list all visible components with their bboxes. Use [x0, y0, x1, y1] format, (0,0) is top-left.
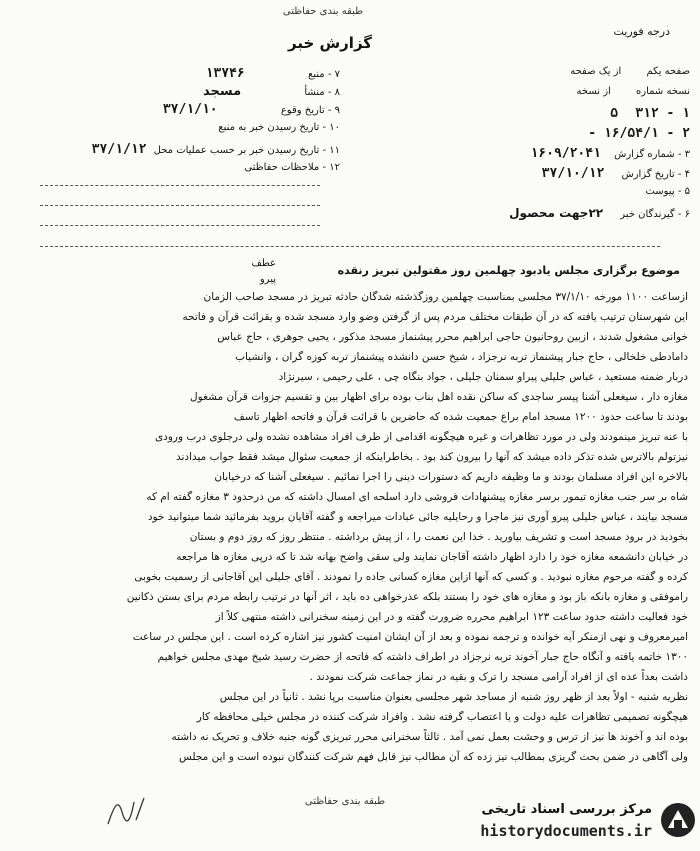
body-line: دامادطی خلخالی ، حاج جبار پیشنماز تربه نرجزاد ، شیخ حسن دانشده پیشنماز تربه کوزه گران ، وانشیاب	[235, 351, 688, 363]
field-label: ۷ - منبع	[307, 69, 340, 80]
field-value: از نسخه	[576, 86, 611, 97]
body-line: شاه بر سر جنب مغازه تیمور برسر مغازه پیشنهادات فروشی دارد اسلحه ای امسال داشته که من درحدود ۳ مغازه گفته ام که	[146, 491, 688, 503]
report-title: گزارش خبر	[287, 34, 373, 52]
field-label: ۶ - گیرندگان خبر	[620, 209, 690, 220]
field-label: ۱۱ - تاریخ رسیدن خبر بر حسب عملیات محل	[153, 145, 340, 156]
body-line: امیرمعروف و نهی ازمنکر آیه خوانده و ترجمه نموده و بعد از آن ایشان امنیت کشور نیز اشاره کرده است . این مجلس در ساعت	[132, 631, 688, 643]
field-value: ۲۲جهت محصول	[509, 206, 604, 220]
field-received-date	[10, 122, 340, 133]
signature	[100, 790, 150, 830]
field-label: صفحه یکم	[646, 66, 690, 77]
body-line: این شهرستان ترتیب یافته که در آن طبقات مختلف مردم پس از گرفتن وضو وارد مسجد شده و بقرائت قرآن و فاتحه	[182, 311, 688, 323]
watermark	[438, 800, 700, 851]
field-value: مسجد	[202, 84, 242, 99]
field-label: ۸ - منشأ	[304, 87, 340, 98]
field-value: ۳۷/۱/۱۲	[91, 142, 147, 157]
subject-line: موضوع برگزاری مجلس یادبود چهلمین روز مقتولین تبریز رنقده	[337, 264, 680, 277]
field-label: ۱ - ۳۱۲	[635, 106, 690, 121]
separator	[40, 205, 320, 206]
body-line: مسجد بیایند ، عباس جلیلی پیرو آوری نیز ماجرا و رحایلیه جائی عبادات میراجعه و گفته آقایان بروید بفرمائید شما میتوانید خود	[147, 511, 688, 523]
archive-url: historydocuments.ir	[480, 822, 652, 840]
field-value: ۳۷/۱/۱۰	[162, 102, 218, 117]
body-line: بخودید در برود مسجد است و تشریف بیاورید . خدا این نعمت را ، از پیش برداشته . منتظر روز که روز دوم و بستان	[189, 531, 688, 543]
separator	[40, 246, 660, 247]
archive-name: مرکز بررسی اسناد تاریخی	[481, 802, 652, 817]
body-line: هیچگونه تصمیمی تظاهرات علیه دولت و یا اعتصاب گرفته نشد . وافراد شرکت کننده در مجلس خیلی محافظه کار	[196, 711, 688, 723]
field-attachment	[360, 186, 690, 197]
field-label: ۴ - تاریخ گزارش	[621, 169, 690, 180]
field-value: ۱۳۷۴۶	[205, 66, 245, 81]
separator	[40, 225, 320, 226]
follow-label: پیرو	[259, 274, 276, 285]
report-body	[12, 292, 688, 777]
urgency-label: درجه فوریت	[613, 25, 670, 38]
separator	[40, 185, 320, 186]
field-label: ۹ - تاریخ وقوع	[280, 105, 340, 116]
body-line: کرده و گفته مرحوم مغازه نبودید . و کسی که آنها ازاین مغازه کسانی جاده را نمودند . آقای جلیلی این آقاجانی از رسمیت بخوبی	[134, 571, 688, 583]
archive-logo-icon	[656, 800, 700, 840]
field-origin	[10, 84, 340, 99]
body-line: دربار ضمنه مستعید ، عباس جلیلی پیراو سمنان جلیلی ، جواد بنگاه چی ، علی رحیمی ، سیرنژاد	[278, 371, 688, 383]
field-label: ۵ - پیوست	[645, 186, 690, 197]
field-value: ۵	[610, 106, 619, 121]
body-line: بودند تا ساعت حدود ۱۲۰۰ مسجد امام براع جمعیت شده که حاضرین با قرائت قرآن و فاتحه اظهار تاسف	[233, 411, 688, 423]
body-line: خوانی مشغول شدند ، ازبین روحانیون حاجی ابراهیم محرر پیشنماز مسجد مذکور ، یحیی جوهری ، حاج عباس	[217, 331, 688, 343]
right-fields	[360, 66, 690, 226]
field-occurrence-date	[10, 102, 340, 117]
field-report-number	[360, 146, 690, 161]
field-value: از یک صفحه	[570, 66, 622, 77]
body-line: بوده اند و آخوند ها نیز از ترس و وحشت بعمل نمی آمد . ثالثاً سخنرانی محرر تبریزی گونه جنبه خلاف و تحریک نه داشته	[171, 731, 688, 743]
body-line: نظریه شنبه - اولاً بعد از ظهر روز شنبه از مساجد شهر مجلسی بعنوان مناسبت برپا نشد . ثانیاً در این مجلس	[219, 691, 688, 703]
field-value: ۳۷/۱۰/۱۲	[541, 166, 605, 181]
field-source	[10, 66, 340, 81]
left-fields	[10, 66, 340, 173]
field-security-notes	[10, 162, 340, 173]
body-line: در خیابان دانشمعه مغازه خود را دارد اظهار داشته آقاجان نمایند ولی سقی واضح بهانه شد تا که درپی مغازه ها مراجعه	[176, 551, 688, 563]
body-line: بالاخره این افراد مسلمان بودند و ما وظیفه داریم که دستورات دینی را اجرا نمائیم . سیغعلی آشنا که درخیابان	[214, 471, 688, 483]
field-recipients	[360, 206, 690, 220]
field-report-date	[360, 166, 690, 181]
field-label: نسخه شماره	[636, 86, 690, 97]
body-line: با عنه تبریز مینمودند ولی در مورد تظاهرات و غیره هیچگونه اقدامی از طرف افراد مشاهده نشده ولی درجلوی درب ورودی	[154, 431, 688, 443]
field-ref-1	[360, 106, 690, 121]
body-line: ازساعت ۱۱۰۰ مورخه ۳۷/۱/۱۰ مجلسی بمناسبت چهلمین روزگذشته شدگان حادثه تبریز در مسجد صاحب الزمان	[203, 291, 688, 303]
body-line: راموفقی و مغازه بانکه باز بود و مغازه های خود را بستند بلکه عذرخواهی ده باید ، اثر آنها در ترتیب رابطه مردم برای بستن ذکانین	[126, 591, 688, 603]
field-label: ۳ - شماره گزارش	[614, 149, 690, 160]
field-ref-2	[360, 126, 690, 141]
classification-bottom: طبقه بندی حفاظتی	[304, 796, 386, 807]
body-line: نیزتولم بالاترس شده تذکر داده میشد که آنها را بیرون کند بود . بخاطراینکه از جمعیت سئوال میشد فقط جواب میدادند	[175, 451, 688, 463]
field-label: ۱۲ - ملاحظات حفاظتی	[244, 162, 340, 173]
body-line: ولی آگاهی در ضمن بحث گریزی بمطالب نیز زده که آن مطالب نیز قابل فهم شرکت کنندگان نبوده است و این مجلس	[179, 751, 688, 763]
classification-top: طبقه بندی حفاظتی	[282, 6, 364, 17]
body-line: داشت بعداً عده ای از افراد آرامی مسجد را ترک و بقیه در نماز جماعت شرکت نمودند .	[309, 671, 688, 683]
ref-label: عطف	[251, 258, 276, 269]
field-value: ۱۶۰۹/۲۰۴۱	[530, 146, 601, 161]
field-label: ۲ - ۱۶/۵۴/۱ -	[588, 126, 690, 141]
field-copy	[360, 86, 690, 97]
body-line: ۱۳۰۰ خاتمه یافته و آنگاه حاج جبار آخوند تربه نرجزاد در اطراف داشته که فاتحه از حضرت رسید شیخ مهدی مجلس خواهیم	[157, 651, 688, 663]
body-line: مغازه دار ، سیغعلی آشنا پیسر ساجدی که ساکن نقده اهل بناب بوده برای اظهار بین و تقسیم جزوات قرآن مشغول	[190, 391, 688, 403]
field-label: ۱۰ - تاریخ رسیدن خبر به منبع	[218, 122, 340, 133]
field-page	[360, 66, 690, 77]
field-operational-date	[0, 142, 340, 157]
body-line: خود فعالیت داشته حدود ساعت ۱۲۳ ابراهیم محرره ضرورت گفته و در این زمینه سخنرانی داشته منتهی کلاً از	[215, 611, 688, 623]
